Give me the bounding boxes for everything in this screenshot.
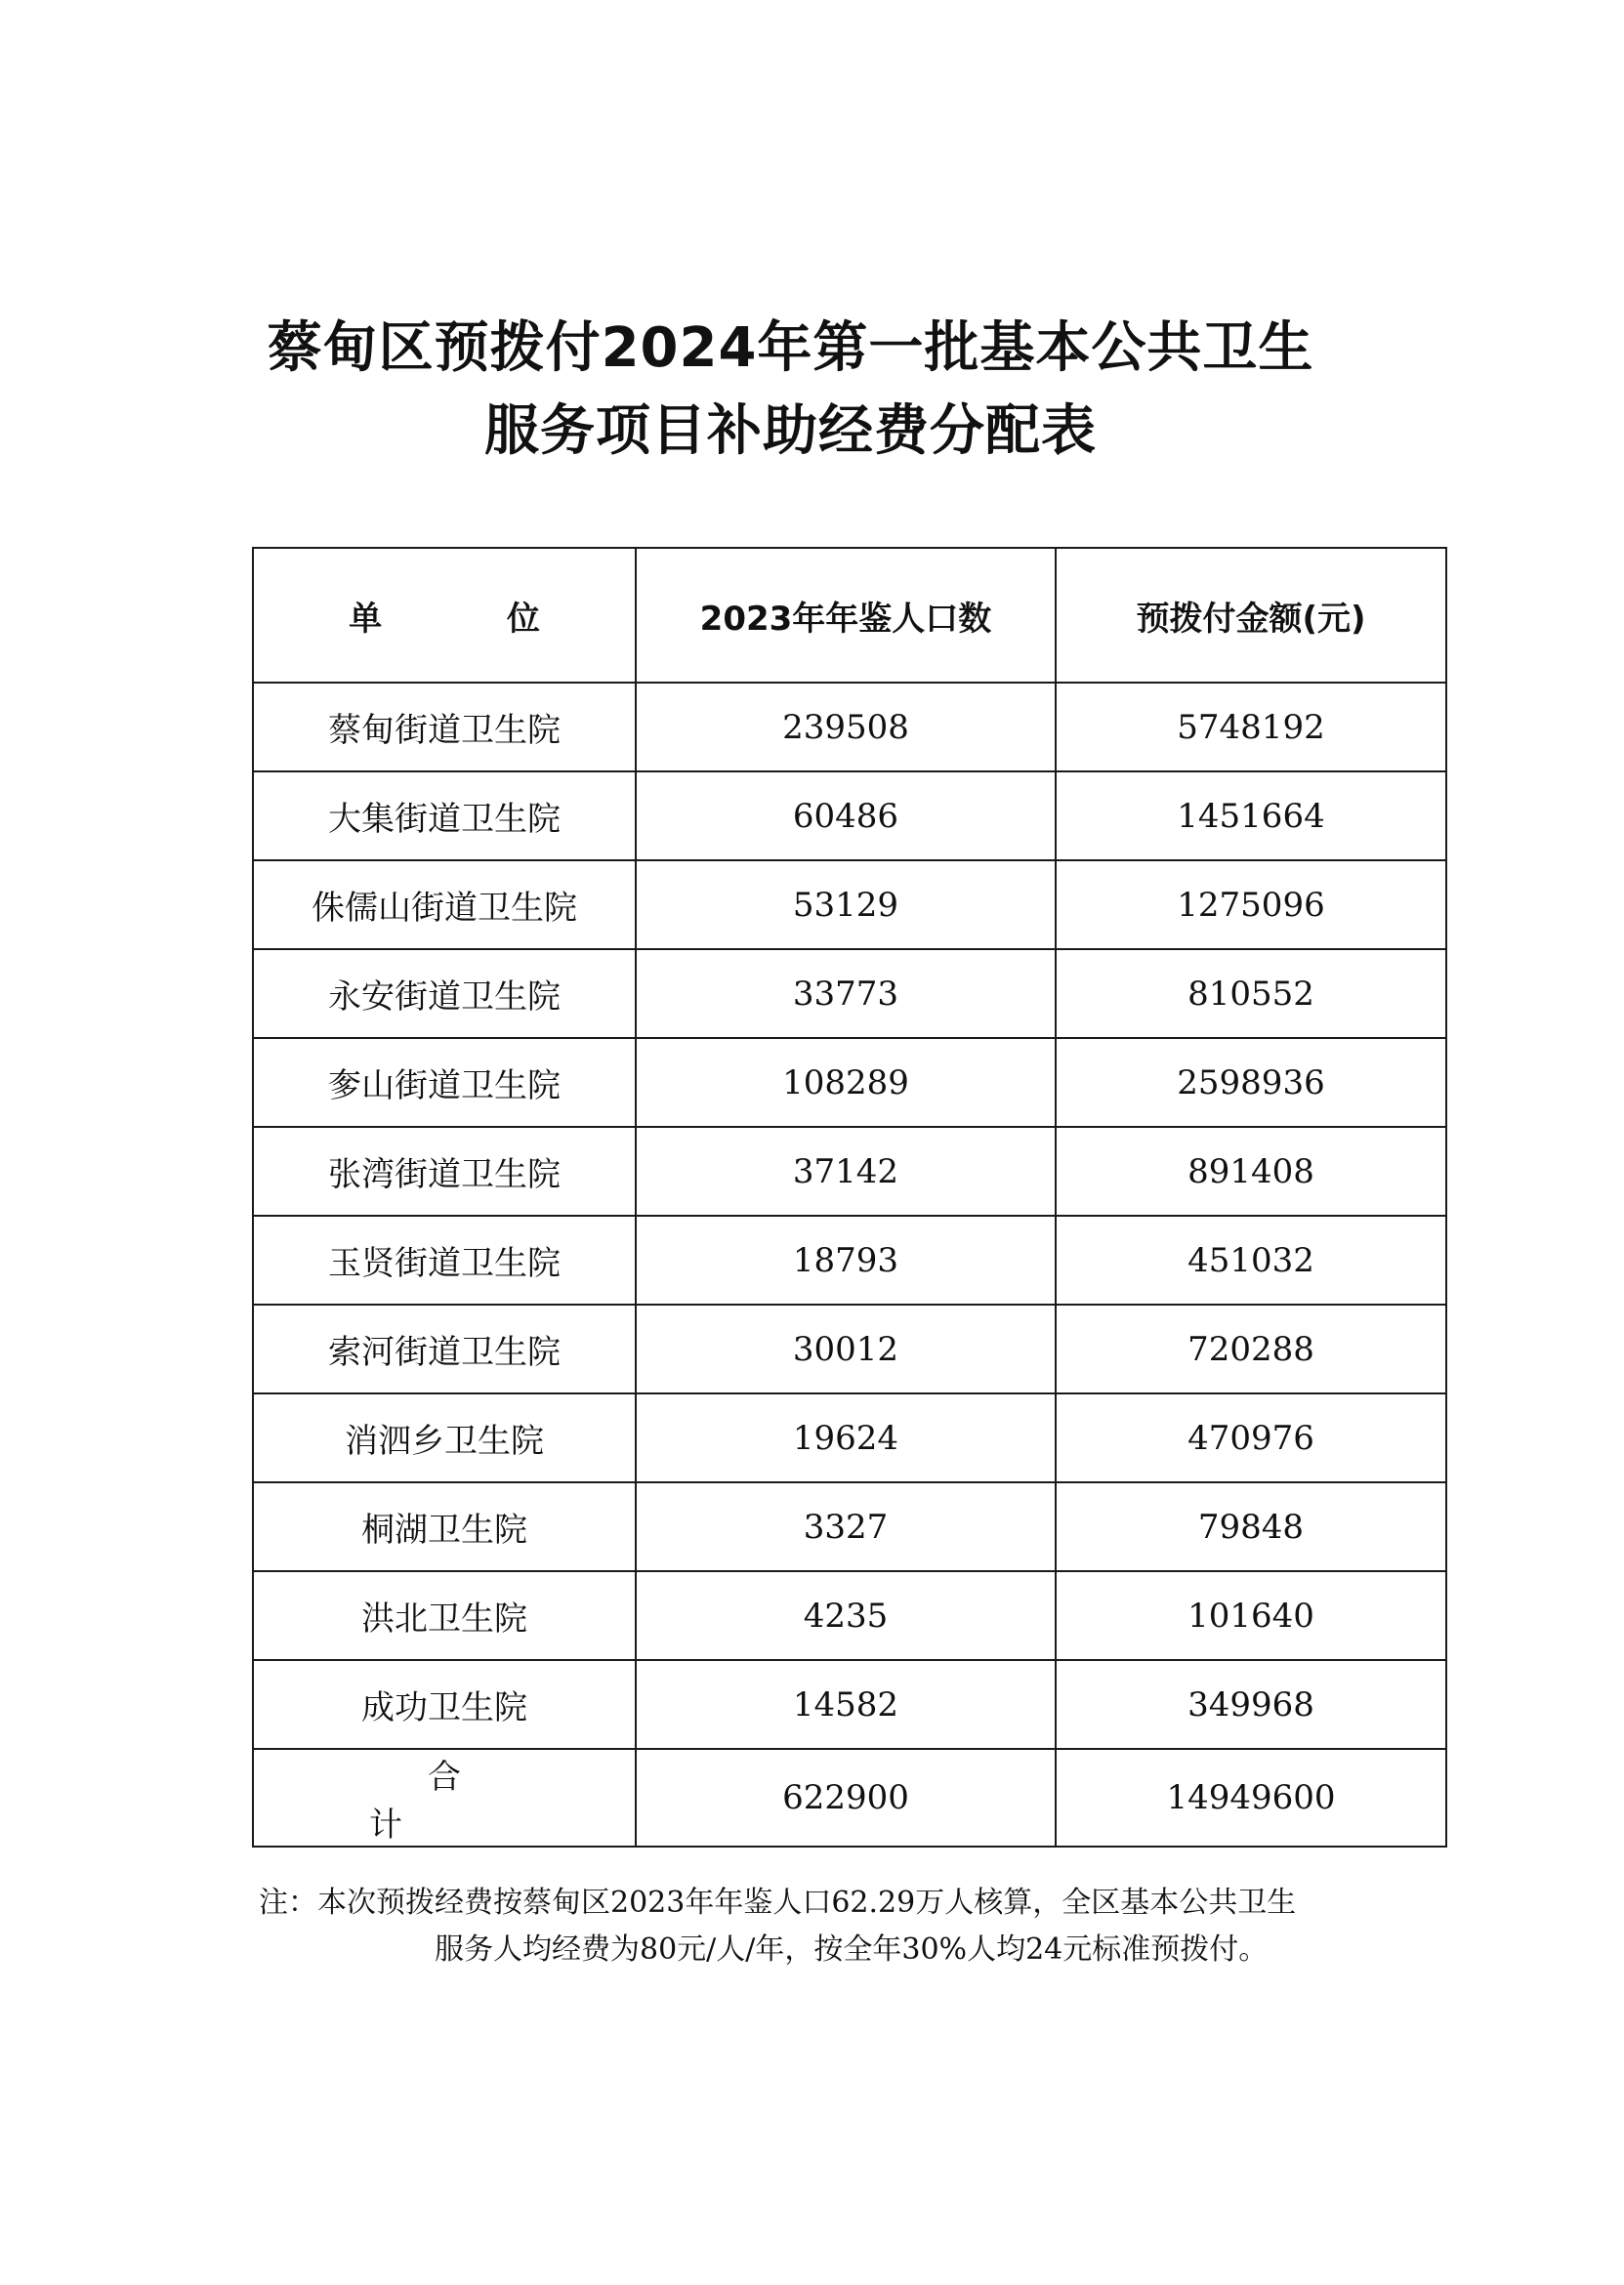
cell-amount: 891408 (1056, 1127, 1446, 1216)
table-row (253, 1571, 1446, 1660)
footnote-line-2: 服务人均经费为80元/人/年，按全年30%人均24元标准预拨付。 (435, 1932, 1269, 1967)
cell-unit: 索河街道卫生院 (253, 1305, 636, 1393)
cell-unit: 消泗乡卫生院 (253, 1393, 636, 1482)
cell-population: 4235 (636, 1571, 1056, 1660)
cell-amount: 810552 (1056, 949, 1446, 1038)
table-row (253, 860, 1446, 949)
allocation-table (252, 547, 1447, 1848)
cell-amount: 720288 (1056, 1305, 1446, 1393)
cell-population: 30012 (636, 1305, 1056, 1393)
cell-population: 33773 (636, 949, 1056, 1038)
table-row (253, 1482, 1446, 1571)
footnote-line-1: 注：本次预拨经费按蔡甸区2023年年鉴人口62.29万人核算，全区基本公共卫生 (259, 1886, 1297, 1920)
cell-population: 3327 (636, 1482, 1056, 1571)
document-title-line-1: 蔡甸区预拨付2024年第一批基本公共卫生 (267, 316, 1314, 380)
table-row (253, 1127, 1446, 1216)
cell-population: 108289 (636, 1038, 1056, 1127)
cell-amount: 349968 (1056, 1660, 1446, 1749)
header-amount: 预拨付金额(元) (1056, 548, 1446, 683)
cell-amount: 2598936 (1056, 1038, 1446, 1127)
cell-amount: 1275096 (1056, 860, 1446, 949)
cell-unit: 大集街道卫生院 (253, 771, 636, 860)
cell-population: 37142 (636, 1127, 1056, 1216)
table-row (253, 1038, 1446, 1127)
table-row (253, 1216, 1446, 1305)
total-population: 622900 (636, 1749, 1056, 1847)
total-label-text: 合计 (369, 1758, 578, 1845)
footnote (259, 1880, 1460, 1973)
cell-amount: 451032 (1056, 1216, 1446, 1305)
cell-unit: 洪北卫生院 (253, 1571, 636, 1660)
total-amount: 14949600 (1056, 1749, 1446, 1847)
cell-population: 19624 (636, 1393, 1056, 1482)
cell-amount: 5748192 (1056, 683, 1446, 771)
cell-unit: 玉贤街道卫生院 (253, 1216, 636, 1305)
table-row (253, 1393, 1446, 1482)
cell-unit: 蔡甸街道卫生院 (253, 683, 636, 771)
table-total-row (253, 1749, 1446, 1847)
header-unit-text: 单 位 (349, 599, 597, 639)
cell-unit: 张湾街道卫生院 (253, 1127, 636, 1216)
cell-unit: 奓山街道卫生院 (253, 1038, 636, 1127)
cell-amount: 1451664 (1056, 771, 1446, 860)
cell-unit: 桐湖卫生院 (253, 1482, 636, 1571)
table-row (253, 1305, 1446, 1393)
header-population: 2023年年鉴人口数 (636, 548, 1056, 683)
table-row (253, 683, 1446, 771)
cell-unit: 侏儒山街道卫生院 (253, 860, 636, 949)
table-header-row (253, 548, 1446, 683)
table-body (253, 683, 1446, 1749)
table-row (253, 1660, 1446, 1749)
cell-population: 239508 (636, 683, 1056, 771)
table-row (253, 771, 1446, 860)
document-title-line-2: 服务项目补助经费分配表 (484, 399, 1097, 463)
cell-unit: 成功卫生院 (253, 1660, 636, 1749)
cell-amount: 470976 (1056, 1393, 1446, 1482)
total-label (253, 1749, 636, 1847)
table-row (253, 949, 1446, 1038)
header-unit (253, 548, 636, 683)
cell-population: 60486 (636, 771, 1056, 860)
cell-population: 14582 (636, 1660, 1056, 1749)
cell-unit: 永安街道卫生院 (253, 949, 636, 1038)
cell-population: 53129 (636, 860, 1056, 949)
cell-population: 18793 (636, 1216, 1056, 1305)
cell-amount: 101640 (1056, 1571, 1446, 1660)
cell-amount: 79848 (1056, 1482, 1446, 1571)
